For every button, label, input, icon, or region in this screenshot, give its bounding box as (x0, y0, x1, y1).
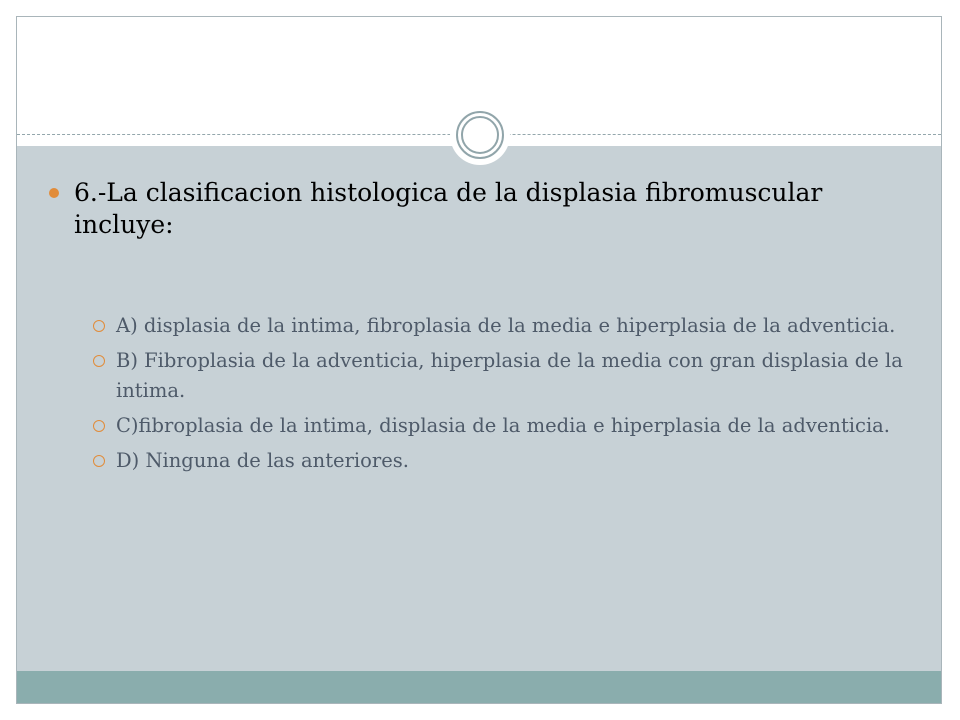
option-item (93, 346, 923, 406)
option-circle-icon (93, 355, 105, 367)
option-circle-icon (93, 420, 105, 432)
option-item (93, 411, 923, 441)
option-circle-icon (93, 320, 105, 332)
question-text: 6.-La clasificacion histologica de la displasia fibromuscular incluye: (74, 178, 823, 239)
options-list (93, 311, 923, 481)
option-a-text: A) displasia de la intima, fibroplasia de la media e hiperplasia de la adventicia. (116, 314, 896, 337)
option-b-text: B) Fibroplasia de la adventicia, hiperplasia de la media con gran displasia de la intima. (116, 349, 903, 402)
footer-band (17, 671, 941, 704)
option-item (93, 311, 923, 341)
option-c-text: C)fibroplasia de la intima, displasia de la media e hiperplasia de la adventicia. (116, 414, 891, 437)
option-d-text: D) Ninguna de las anteriores. (116, 449, 409, 472)
option-circle-icon (93, 455, 105, 467)
slide (16, 16, 942, 704)
question-item (49, 177, 909, 241)
option-item (93, 446, 923, 476)
bullet-dot-icon (49, 188, 59, 198)
ring-inner (461, 116, 499, 154)
ring-ornament-icon (450, 105, 510, 165)
